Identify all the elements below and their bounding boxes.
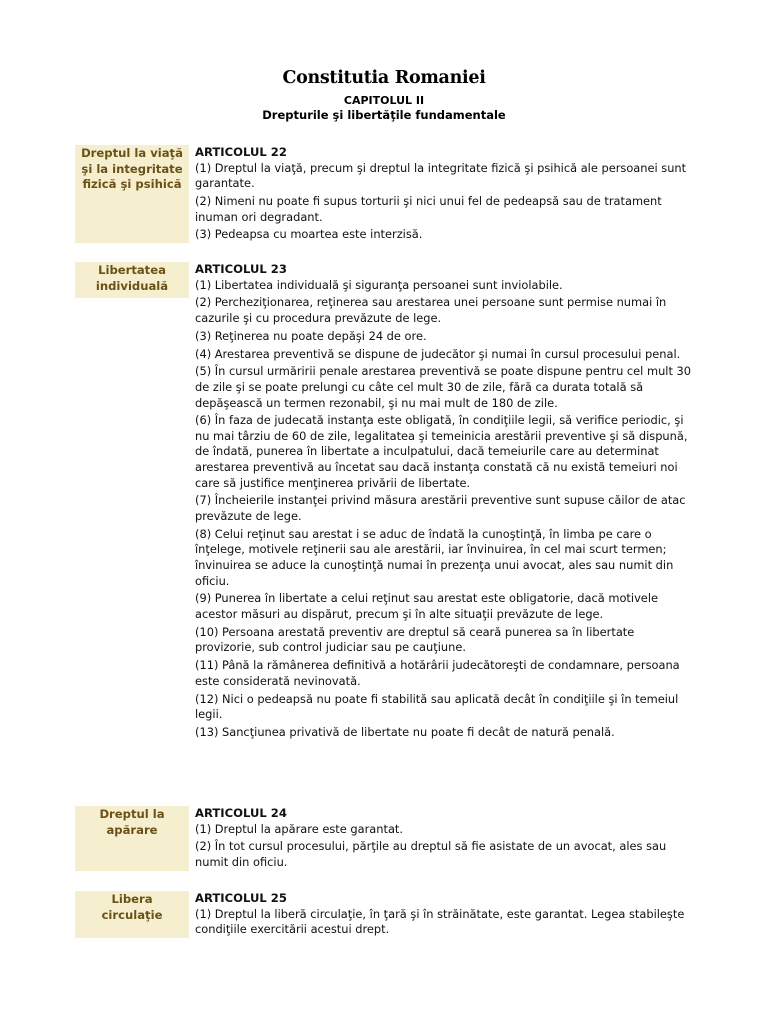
article-22-side-label xyxy=(75,145,189,243)
article-paragraph: (9) Punerea în libertate a celui reţinut sau arestat este obligatorie, dacă motivele acestor măsuri au dispărut, precum şi în alte situaţii prevăzute de lege. xyxy=(195,591,658,621)
article-23 xyxy=(75,262,695,740)
side-label-line: Libertatea xyxy=(98,263,166,277)
article-paragraph: (7) Încheierile instanţei privind măsura arestării preventive sunt supuse căilor de atac prevăzute de lege. xyxy=(195,493,686,524)
side-label-line: individuală xyxy=(95,278,169,293)
article-paragraph: (11) Până la rămânerea definitivă a hotărârii judecătoreşti de condamnare, persoana este considerată nevinovată. xyxy=(195,658,680,688)
article-heading: ARTICOLUL 24 xyxy=(195,806,287,820)
chapter-number: CAPITOLUL II xyxy=(343,94,425,107)
article-paragraph: (1) Dreptul la apărare este garantat. xyxy=(195,821,404,836)
article-25 xyxy=(75,891,695,938)
article-paragraph: (10) Persoana arestată preventiv are dreptul să ceară punerea sa în libertate provizorie, sub control judiciar sau pe cauţiune. xyxy=(195,624,635,655)
article-24-side-label xyxy=(75,806,189,871)
article-25-content xyxy=(189,891,695,938)
document-title: Constitutia Romaniei xyxy=(282,68,486,88)
side-label-line: Dreptul la viaţă xyxy=(81,146,183,160)
chapter-title: Drepturile şi libertăţile fundamentale xyxy=(262,108,506,122)
article-paragraph: (2) Nimeni nu poate fi supus torturii şi nici unui fel de pedeapsă sau de tratament inuman ori degradant. xyxy=(195,193,662,224)
side-label-line: Dreptul la xyxy=(99,807,165,821)
article-paragraph: (1) Libertatea individuală şi siguranţa persoanei sunt inviolabile. xyxy=(195,277,563,292)
article-paragraph: (8) Celui reţinut sau arestat i se aduc de îndată la cunoştinţă, în limba pe care o înţelege, motivele reţinerii sau ale arestării, iar învinuirea, în cel mai scurt termen; învinuirea se aduce la cunoştinţă numai în prezenţa unui avocat, ales sau numit din oficiu. xyxy=(195,526,674,588)
article-paragraph: (1) Dreptul la viaţă, precum şi dreptul la integritate fizică şi psihică ale persoanei sunt garantate. xyxy=(195,160,687,191)
article-24 xyxy=(75,806,695,871)
side-label-line: circulaţie xyxy=(101,907,163,922)
article-paragraph: (6) În faza de judecată instanţa este obligată, în condiţiile legii, să verifice periodic, şi nu mai târziu de 60 de zile, legalitatea şi temeinicia arestării preventive şi să dispună, de îndată, punerea în libertate a inculpatului, dacă temeiurile care au determinat arestarea preventivă au încetat sau dacă instanţa constată că nu există temeiuri noi care să justifice menţinerea privării de libertate. xyxy=(195,413,688,490)
article-25-side-label xyxy=(75,891,189,938)
article-paragraph: (12) Nici o pedeapsă nu poate fi stabilită sau aplicată decât în condiţiile şi în temeiul legii. xyxy=(195,691,679,722)
article-heading: ARTICOLUL 22 xyxy=(195,145,287,159)
article-paragraph: (1) Dreptul la liberă circulaţie, în ţară şi în străinătate, este garantat. Legea stabileşte condiţiile exercitării acestui drept. xyxy=(195,906,685,937)
article-paragraph: (2) Percheziţionarea, reţinerea sau arestarea unei persoane sunt permise numai în cazurile şi cu procedura prevăzute de lege. xyxy=(195,295,667,325)
article-paragraph: (2) În tot cursul procesului, părţile au dreptul să fie asistate de un avocat, ales sau numit din oficiu. xyxy=(195,839,667,869)
article-23-content xyxy=(189,262,695,740)
side-label-line: fizică şi psihică xyxy=(82,177,182,191)
article-paragraph: (4) Arestarea preventivă se dispune de judecător şi numai în cursul procesului penal. xyxy=(195,346,681,361)
article-22-content xyxy=(189,145,695,243)
article-heading: ARTICOLUL 25 xyxy=(195,891,287,905)
side-label-line: apărare xyxy=(106,822,158,837)
side-label-line: Libera xyxy=(111,892,153,906)
article-paragraph: (13) Sancţiunea privativă de libertate nu poate fi decât de natură penală. xyxy=(195,724,615,739)
article-paragraph: (3) Reţinerea nu poate depăşi 24 de ore. xyxy=(195,328,427,343)
article-paragraph: (5) În cursul urmăririi penale arestarea preventivă se poate dispune pentru cel mult 30 de zile şi se poate prelungi cu câte cel mult 30 de zile, fără ca durata totală să depăşească un termen rezonabil, şi nu mai mult de 180 de zile. xyxy=(195,364,692,410)
side-label-line: şi la integritate xyxy=(81,161,183,176)
article-heading: ARTICOLUL 23 xyxy=(195,262,287,276)
article-22 xyxy=(75,145,695,243)
article-24-content xyxy=(189,806,695,871)
article-paragraph: (3) Pedeapsa cu moartea este interzisă. xyxy=(195,227,423,242)
article-23-side-label xyxy=(75,262,189,298)
